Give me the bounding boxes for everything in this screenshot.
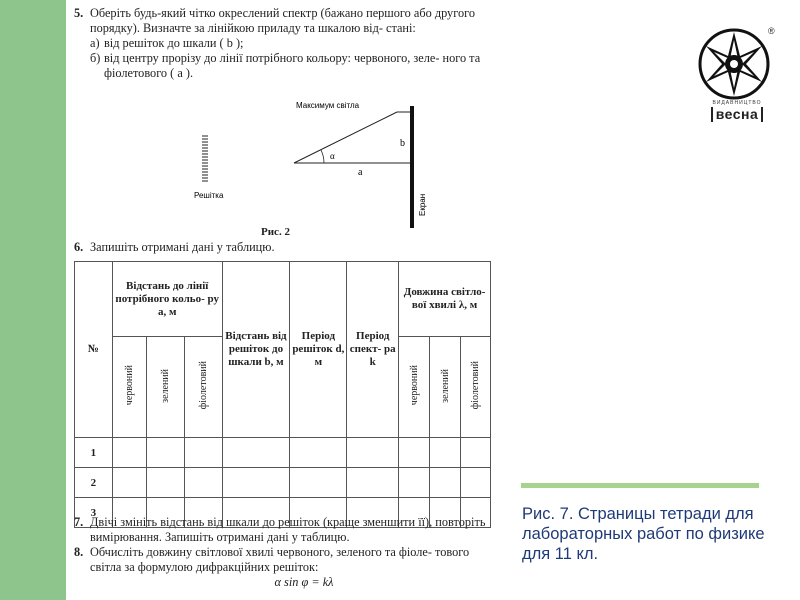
slide-caption: Рис. 7. Страницы тетради для лабораторных работ по физике для 11 кл. [522, 505, 765, 563]
table-cell[interactable] [222, 468, 290, 498]
header-grating-period: Період решіток d, м [290, 262, 347, 438]
table-cell[interactable] [146, 468, 184, 498]
table-row [75, 438, 491, 468]
a-mark: a [358, 167, 363, 178]
row-number: 3 [75, 498, 113, 528]
figure-caption: Рис. 2 [261, 226, 290, 238]
col-violet-lambda [461, 337, 491, 438]
header-wavelength: Довжина світло- вої хвилі λ, м [399, 262, 491, 337]
step-8-number: 8. [74, 545, 84, 559]
header-distance-a: Відстань до лінії потрібного кольо- ру a, м [112, 262, 222, 337]
step-5a-label: а) [90, 36, 100, 50]
table-cell[interactable] [184, 438, 222, 468]
step-5-number: 5. [74, 6, 84, 20]
header-distance-b: Відстань від решіток до шкали b, м [222, 262, 290, 438]
measurement-table [74, 261, 491, 528]
step-7 [74, 515, 494, 545]
col-violet-a [184, 337, 222, 438]
step-5a-text: від решіток до шкали ( b ); [104, 36, 244, 50]
step-6-number: 6. [74, 240, 84, 254]
header-number: № [75, 262, 113, 438]
maximum-label: Максимум світла [296, 101, 360, 110]
step-7-number: 7. [74, 515, 84, 529]
table-cell[interactable] [146, 438, 184, 468]
table-header-row [75, 262, 491, 337]
alpha-symbol: α [330, 151, 335, 161]
steps-7-8 [74, 515, 494, 590]
publisher-small-text: ВИДАВНИЦТВО [712, 100, 762, 106]
color-label: червоний [123, 365, 135, 406]
grating-label: Решітка [194, 191, 224, 200]
row-number: 2 [75, 468, 113, 498]
step-8-text: Обчисліть довжину світлової хвилі червоного, зеленого та фіоле- тового світла за формулою дифракційних решіток: [90, 545, 470, 574]
workbook-page [66, 0, 506, 600]
table-cell[interactable] [290, 438, 347, 468]
angle-arc [321, 150, 324, 163]
step-5b-text: від центру прорізу до лінії потрібного кольору: червоного, зеле- ного та фіолетового ( a ). [104, 51, 481, 80]
color-label: червоний [408, 365, 420, 406]
publisher-name: весна [711, 107, 764, 122]
step-5 [74, 6, 494, 81]
table-cell[interactable] [399, 468, 430, 498]
step-6-text: Запишіть отримані дані у таблицю. [90, 240, 275, 254]
ray-to-maximum [294, 112, 397, 163]
step-5-text: Оберіть будь-який чітко окреслений спектр (бажано першого або другого порядку). Визначте за лінійкою приладу та шкалою від- стані: [90, 6, 475, 35]
table-cell[interactable] [399, 438, 430, 468]
b-mark: b [400, 138, 405, 149]
table-cell[interactable] [290, 468, 347, 498]
screen-bar [410, 106, 414, 228]
step-5b-label: б) [90, 51, 101, 65]
table-cell[interactable] [461, 438, 491, 468]
table-cell[interactable] [430, 438, 461, 468]
step-6 [74, 240, 494, 255]
screen-label: Екран [418, 193, 427, 216]
col-red-lambda [399, 337, 430, 438]
header-spectrum-order: Період спект- ра k [347, 262, 399, 438]
publisher-wordmark [702, 100, 772, 124]
left-accent-bar [0, 0, 66, 600]
col-red-a [112, 337, 146, 438]
table-cell[interactable] [222, 438, 290, 468]
table-cell[interactable] [112, 438, 146, 468]
table-cell[interactable] [112, 468, 146, 498]
table-cell[interactable] [184, 468, 222, 498]
caption-accent-bar [521, 483, 759, 488]
table-cell[interactable] [347, 468, 399, 498]
table-cell[interactable] [430, 468, 461, 498]
step-7-text: Двічі змініть відстань від шкали до решіток (краще зменшити її), повторіть вимірювання. Запишіть отримані дані у таблицю. [90, 515, 486, 544]
color-label: зелений [439, 368, 451, 403]
row-number: 1 [75, 438, 113, 468]
color-label: фіолетовий [197, 361, 209, 410]
table-cell[interactable] [461, 468, 491, 498]
col-green-a [146, 337, 184, 438]
color-label: фіолетовий [470, 361, 481, 410]
table-cell[interactable] [347, 438, 399, 468]
diffraction-formula: α sin φ = kλ [274, 575, 334, 589]
col-green-lambda [430, 337, 461, 438]
diffraction-diagram [192, 98, 432, 238]
color-label: зелений [159, 368, 171, 403]
table-row [75, 468, 491, 498]
grating-symbol [202, 136, 208, 186]
step-8 [74, 545, 494, 575]
registered-mark: ® [768, 26, 775, 36]
